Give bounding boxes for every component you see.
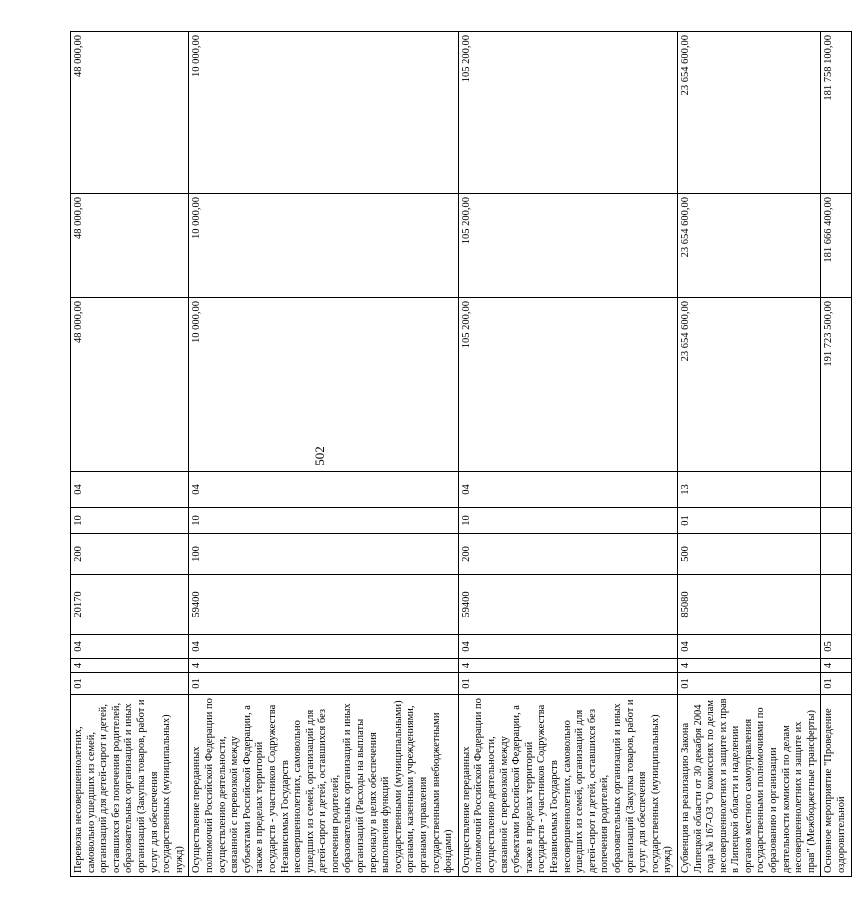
amount-year-1: 23 654 600,00 [677, 298, 821, 472]
code-program: 01 [458, 673, 677, 695]
code-subsection: 04 [458, 472, 677, 508]
code-section: 10 [189, 508, 458, 534]
code-direction: 85080 [677, 575, 821, 635]
page-number-text: 502 [312, 446, 327, 466]
code-expense-type: 200 [458, 534, 677, 575]
amount-year-3: 23 654 600,00 [677, 32, 821, 194]
amount-year-3: 10 000,00 [189, 32, 458, 194]
code-subprogram: 4 [189, 659, 458, 673]
amount-year-1: 191 723 500,00 [821, 298, 851, 472]
code-subprogram: 4 [71, 659, 189, 673]
row-description: Перевозка несовершеннолетних, самовольно ушедших из семей, организаций для детей-сирот и детей, оставшихся без попечения родителей, образовательных организаций и иных организаций (Закупка товаров, работ и услуг для обеспечения государственных (муниципальных) нужд) [71, 695, 189, 877]
table-row [71, 32, 189, 877]
row-description: Субвенция на реализацию Закона Липецкой области от 30 декабря 2004 года № 167-ОЗ "О комиссиях по делам несовершеннолетних и защите их прав в Липецкой области и наделении органов местного самоуправления государственными полномочиями по образованию и организации деятельности комиссий по делам несовершеннолетних и защите их прав" (Межбюджетные трансферты) [677, 695, 821, 877]
code-section: 10 [71, 508, 189, 534]
table-row [677, 32, 821, 877]
code-subprogram: 4 [821, 659, 851, 673]
code-subprogram: 4 [458, 659, 677, 673]
amount-year-3: 181 758 100,00 [821, 32, 851, 194]
amount-year-3: 105 200,00 [458, 32, 677, 194]
code-subsection: 13 [677, 472, 821, 508]
code-expense-type: 100 [189, 534, 458, 575]
amount-year-2: 181 666 400,00 [821, 194, 851, 298]
amount-year-1: 10 000,00 [189, 298, 458, 472]
code-measure: 04 [189, 635, 458, 659]
row-description: Осуществление переданных полномочий Российской Федерации по осуществлению деятельности, связанной с перевозкой между субъектами Российской Федерации, а также в пределах территорий государств - участников Содружества Независимых Государств несовершеннолетних, самовольно ушедших из семей, организаций для детей-сирот и детей, оставшихся без попечения родителей, образовательных организаций и иных организаций (Закупка товаров, работ и услуг для обеспечения государственных (муниципальных) нужд) [458, 695, 677, 877]
code-subsection [821, 472, 851, 508]
code-section: 01 [677, 508, 821, 534]
code-program: 01 [189, 673, 458, 695]
code-program: 01 [821, 673, 851, 695]
code-direction: 59400 [458, 575, 677, 635]
code-measure: 04 [677, 635, 821, 659]
amount-year-2: 48 000,00 [71, 194, 189, 298]
table-row [458, 32, 677, 877]
amount-year-1: 48 000,00 [71, 298, 189, 472]
code-program: 01 [677, 673, 821, 695]
amount-year-1: 105 200,00 [458, 298, 677, 472]
amount-year-2: 23 654 600,00 [677, 194, 821, 298]
row-description: Основное мероприятие "Проведение оздоровительной [821, 695, 851, 877]
code-direction: 20170 [71, 575, 189, 635]
code-direction [821, 575, 851, 635]
code-direction: 59400 [189, 575, 458, 635]
code-expense-type: 200 [71, 534, 189, 575]
code-expense-type [821, 534, 851, 575]
code-subsection: 04 [71, 472, 189, 508]
code-section: 10 [458, 508, 677, 534]
code-measure: 04 [458, 635, 677, 659]
amount-year-2: 105 200,00 [458, 194, 677, 298]
amount-year-3: 48 000,00 [71, 32, 189, 194]
code-section [821, 508, 851, 534]
code-program: 01 [71, 673, 189, 695]
code-measure: 04 [71, 635, 189, 659]
code-expense-type: 500 [677, 534, 821, 575]
code-subsection: 04 [189, 472, 458, 508]
amount-year-2: 10 000,00 [189, 194, 458, 298]
rotated-table-container [70, 32, 848, 877]
table-row [821, 32, 851, 877]
row-description: Осуществление переданных полномочий Российской Федерации по осуществлению деятельности, связанной с перевозкой между субъектами Российской Федерации, а также в пределах территорий государств - участников Содружества Независимых Государств несовершеннолетних, самовольно ушедших из семей, организаций для детей-сирот и детей, оставшихся без попечения родителей, образовательных организаций и иных организаций (Расходы на выплаты персоналу в целях обеспечения выполнения функций государственными (муниципальными) органами, казенными учреждениями, органами управления государственными внебюджетными фондами) [189, 695, 458, 877]
code-measure: 05 [821, 635, 851, 659]
budget-table [70, 31, 852, 877]
table-row [189, 32, 458, 877]
code-subprogram: 4 [677, 659, 821, 673]
